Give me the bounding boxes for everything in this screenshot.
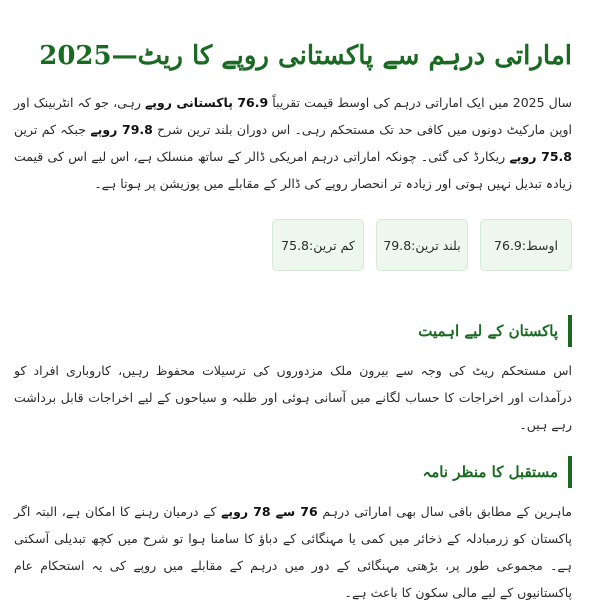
outlook-text-2: کے درمیان رہنے کا امکان ہے، البتہ اگر پاکستان کو زرمبادلہ کے ذخائر میں کمی یا مہنگائی کے دباؤ کا سامنا ہوا تو شرح میں کچھ تبدیلی آسکتی ہے۔ مجموعی طور پر، بڑھتی مہنگائی کے دور میں درہم کے مقابلے میں روپے کی یہ استحکام عام پاکستانیوں کے لیے مالی سکون کا باعث ہے۔	[14, 504, 572, 600]
stat-label: بلند ترین:	[411, 237, 461, 253]
stat-card-average	[480, 219, 572, 271]
section-outlook-text	[14, 498, 572, 606]
intro-text-1: سال 2025 میں ایک اماراتی درہم کی اوسط قیمت تقریباً	[268, 95, 572, 110]
stat-value: 79.8	[383, 237, 412, 253]
page-title-year: 2025	[39, 41, 112, 71]
section-heading: مستقبل کا منظر نامہ	[422, 456, 572, 488]
section-outlook	[14, 438, 572, 606]
intro-text-3: جبکہ کم ترین	[14, 122, 91, 137]
intro-average-rate: 76.9 پاکستانی روپے	[144, 95, 269, 110]
stat-value: 75.8	[281, 237, 310, 253]
stat-card-low	[272, 219, 364, 271]
stat-label: کم ترین:	[309, 237, 355, 253]
intro-high-rate: 79.8 روپے	[90, 122, 153, 137]
outlook-text-1: ماہرین کے مطابق باقی سال بھی اماراتی درہم	[317, 504, 572, 519]
intro-low-rate: 75.8 روپے	[509, 149, 572, 164]
section-importance-text: اس مستحکم ریٹ کی وجہ سے بیرون ملک مزدوروں کی ترسیلات محفوظ رہیں، کاروباری افراد کو درآمدات اور اخراجات کا حساب لگانے میں آسانی ہوئی اور طلبہ و سیاحوں کے لیے اخراجات قابل برداشت رہے ہیں۔	[14, 363, 572, 432]
stats-row	[14, 219, 572, 271]
page-title	[14, 0, 572, 74]
section-importance	[14, 297, 572, 438]
stat-card-high	[376, 219, 468, 271]
stat-value: 76.9	[494, 237, 522, 253]
stat-label: اوسط:	[521, 237, 558, 253]
intro-text-4: ریکارڈ کی گئی۔ چونکہ اماراتی درہم امریکی ڈالر کے ساتھ منسلک ہے، اس لیے اس کی قیمت زیادہ تبدیل نہیں ہوتی اور زیادہ تر انحصار روپے کی ڈالر کے مقابلے میں پوزیشن پر ہوتا ہے۔	[14, 149, 572, 191]
section-heading: پاکستان کے لیے اہمیت	[418, 315, 572, 347]
page-title-text: اماراتی درہم سے پاکستانی روپے کا ریٹ—	[111, 41, 572, 71]
intro-paragraph	[14, 89, 572, 197]
outlook-range: 76 سے 78 روپے	[221, 504, 318, 519]
intro-text-2: رہی، جو کہ انٹربینک اور اوپن مارکیٹ دونوں میں کافی حد تک مستحکم رہی۔ اس دوران بلند ترین شرح	[14, 95, 572, 137]
